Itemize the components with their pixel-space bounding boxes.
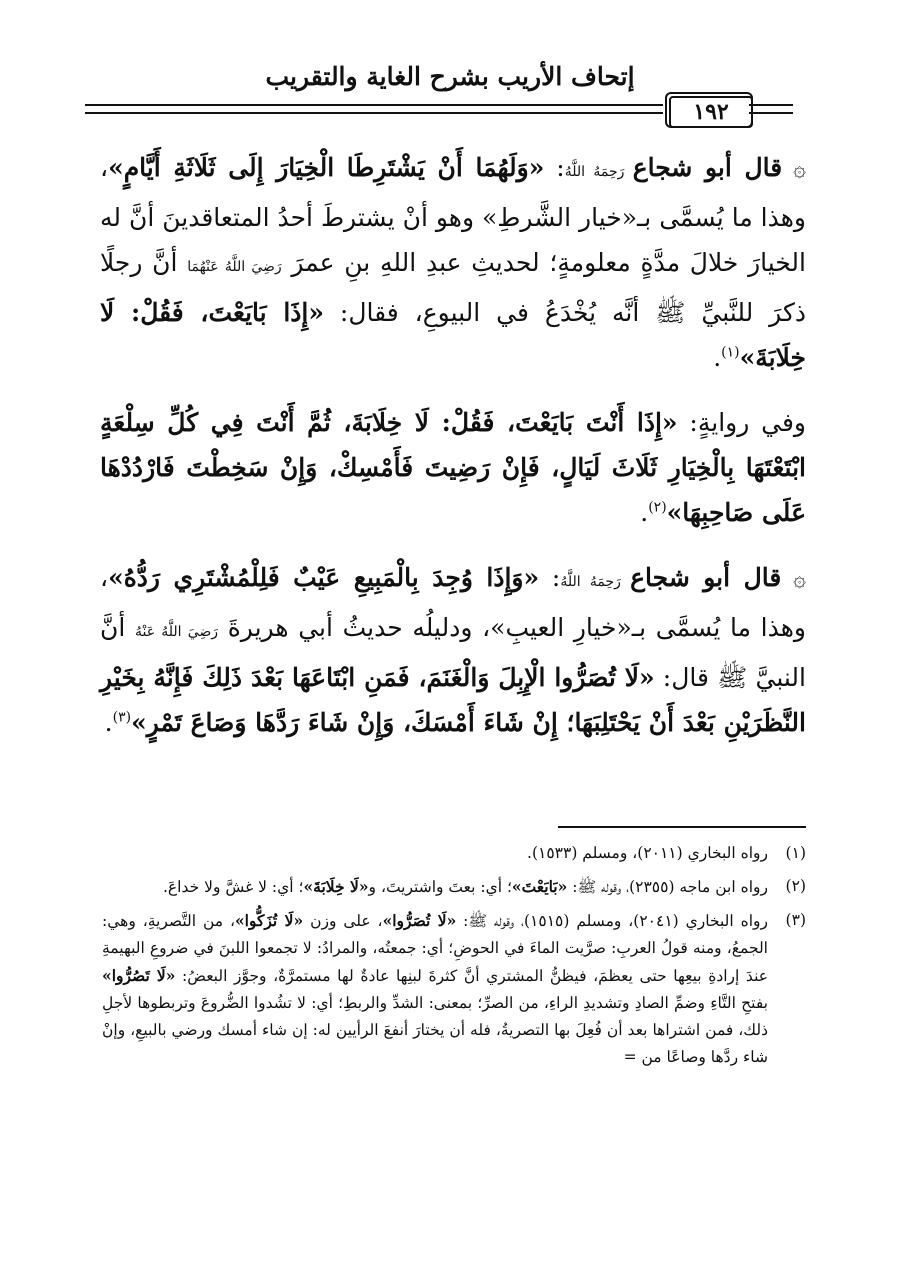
text-segment: ﷺ	[655, 298, 686, 327]
bold-text-segment: «لَا خِلَابَةَ»	[303, 877, 369, 896]
text-segment: ، من التَّصريةِ، وهي: الجمعُ، ومنه قولُ العربِ: صرَّيت الماءَ في الحوضِ؛ أي: جمعتُه، والمرادُ: لا تجمعوا اللبنَ في ضروعِ البهيمةِ عندَ إرادةِ بيعِها حتى يعظمَ، فيظنُّ المشتري أنَّ كثرةَ لبنِها عادةٌ لها مستمرَّةٌ، وجوَّز البعضُ:	[102, 912, 768, 985]
footnote-text	[102, 840, 768, 867]
bold-text-segment: «لَا تُزَكُّوا»	[234, 911, 304, 930]
honorific: رَضِيَ اللَّهُ عَنْهُ	[134, 624, 219, 640]
footnote-number: (٢)	[785, 877, 806, 895]
text-segment: .	[104, 708, 113, 737]
footnote-marker: (٣)	[112, 709, 132, 726]
text-segment: أنَّ رجلًا ذكرَ للنَّبيِّ	[100, 248, 806, 327]
text-segment: قال:	[654, 663, 718, 692]
text-segment: رواه ابن ماجه (٢٣٥٥)، وقوله ﷺ:	[567, 878, 768, 896]
footnote-separator	[558, 826, 806, 828]
bold-text-segment: «لَا تُصَرُّوا»	[382, 911, 457, 930]
page-number-frame	[665, 92, 753, 128]
text-segment: أنَّ النبيَّ	[100, 613, 806, 692]
text-segment: :	[539, 563, 561, 592]
text-segment: :	[544, 153, 565, 182]
footnote-number: (١)	[785, 844, 806, 862]
bold-text-segment: «وَإِذَا وُجِدَ بِالْمَبِيعِ عَيْبٌ فَلِلْمُشْتَرِي رَدُّهُ»	[108, 563, 540, 592]
text-segment: ، على وزن	[303, 912, 383, 930]
text-segment: .	[713, 343, 722, 372]
text-segment: ؛ أي: بعتَ واشتريتَ، و	[368, 878, 512, 896]
footnote	[102, 873, 806, 901]
bold-text-segment: «إِذَا بَايَعْتَ، فَقُلْ: لَا خِلَابَةَ»	[100, 298, 806, 372]
text-segment: أنَّه يُخْدَعُ في البيوعِ، فقال:	[323, 298, 656, 327]
footnote-text	[102, 907, 768, 1071]
footnote-number: (٣)	[785, 911, 806, 929]
ornament-icon: ۞	[782, 157, 806, 182]
text-segment: ، وهذا ما يُسمَّى بـ«خيار الشَّرطِ» وهو أنْ يشترطَ أحدُ المتعاقدينَ أنَّ له الخيارَ خلالَ مدَّةٍ معلومةٍ؛ لحديثِ عبدِ اللهِ بنِ عمرَ	[100, 153, 806, 277]
ornament-icon: ۞	[781, 567, 807, 592]
header-rule-row	[85, 92, 793, 126]
text-segment: رواه البخاري (٢٠٤١)، ومسلم (١٥١٥)، وقوله ﷺ:	[456, 912, 769, 930]
text-segment: بفتحِ التَّاءِ وضمِّ الصادِ وتشديدِ الراءِ، من الصرِّ؛ بمعنى: الشدِّ والربطِ؛ أي: لا تشُدوا الضُّروعَ وتربطوها لأجلِ ذلك، فمن اشتراها بعد أن فُعِلَ بها التصريةُ، فله أن يختارَ أنفعَ الرأيين له: إن شاء أمسك ورضي بالبيعِ، وإنْ شاء ردَّها وصاعًا من =	[102, 994, 768, 1066]
footnote-text	[102, 873, 768, 901]
bold-text-segment: «لَا تُصَرُّوا الْإِبِلَ وَالْغَنَمَ، فَمَنِ ابْتَاعَهَا بَعْدَ ذَلِكَ فَإِنَّهُ بِخَيْرِ النَّظَرَيْنِ بَعْدَ أَنْ يَحْتَلِبَهَا؛ إِنْ شَاءَ أَمْسَكَ، وَإِنْ شَاءَ رَدَّهَا وَصَاعَ تَمْرٍ»	[100, 663, 806, 737]
running-header-title: إتحاف الأريب بشرح الغاية والتقريب	[265, 62, 635, 91]
footnote	[102, 840, 806, 867]
header-double-rule	[85, 104, 663, 114]
text-segment: ، وهذا ما يُسمَّى بـ«خيارِ العيبِ»، ودليلُه حديثُ أبي هريرةَ	[100, 563, 806, 642]
bold-text-segment: «لَا تَصُرُّوا»	[102, 966, 176, 985]
text-segment: وفي روايةٍ:	[677, 408, 806, 437]
bold-text-segment: قال أبو شجاع	[632, 153, 783, 182]
paragraph	[100, 555, 806, 745]
honorific: رَحِمَهُ اللَّهُ	[564, 164, 633, 180]
honorific: رَضِيَ اللَّهُ عَنْهُمَا	[187, 259, 282, 275]
paragraph	[100, 145, 806, 380]
text-segment: ؛ أي: لا غشَّ ولا خداعَ.	[162, 878, 304, 896]
footnote-marker: (٢)	[648, 499, 667, 516]
main-text	[100, 145, 806, 765]
footnote-marker: (١)	[721, 344, 740, 361]
footnote	[102, 907, 806, 1071]
text-segment: .	[640, 498, 649, 527]
header-double-rule-short	[749, 104, 793, 114]
bold-text-segment: «بَايَعْتَ»	[511, 877, 568, 896]
bold-text-segment: قال أبو شجاع	[630, 563, 782, 592]
text-segment: رواه البخاري (٢٠١١)، ومسلم (١٥٣٣).	[527, 844, 768, 862]
footnotes	[102, 840, 806, 1077]
page-number: ١٩٢	[669, 96, 753, 128]
bold-text-segment: «إِذَا أَنْتَ بَايَعْتَ، فَقُلْ: لَا خِلَابَةَ، ثُمَّ أَنْتَ فِي كُلِّ سِلْعَةٍ ابْتَعْتَهَا بِالْخِيَارِ ثَلَاثَ لَيَالٍ، فَإِنْ رَضِيتَ فَأَمْسِكْ، وَإِنْ سَخِطْتَ فَارْدُدْهَا عَلَى صَاحِبِهَا»	[100, 408, 806, 527]
text-segment: ﷺ	[717, 663, 748, 692]
paragraph	[100, 400, 806, 535]
bold-text-segment: «وَلَهُمَا أَنْ يَشْتَرِطَا الْخِيَارَ إِلَى ثَلَاثَةِ أَيَّامٍ»	[108, 153, 545, 182]
honorific: رَحِمَهُ اللَّهُ	[560, 574, 631, 590]
